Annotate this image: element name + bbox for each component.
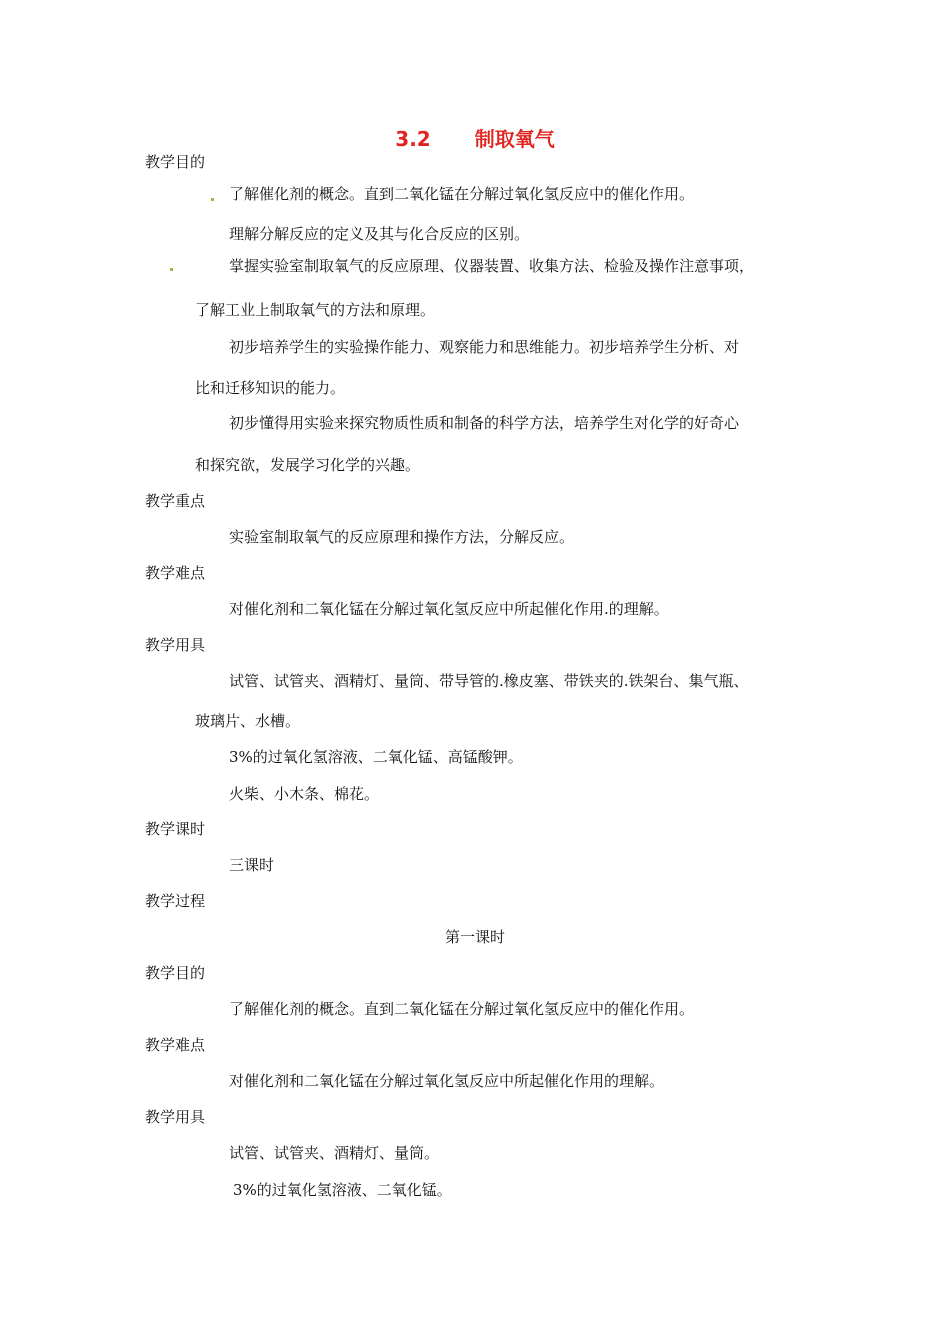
- document-title: [0, 126, 950, 152]
- paragraph-continuation: 和探究欲，发展学习化学的兴趣。: [195, 456, 421, 474]
- section-heading-materials: 教学用具: [145, 636, 206, 654]
- title-number: 3.2: [395, 127, 431, 151]
- paragraph: 对催化剂和二氧化锰在分解过氧化氢反应中所起催化作用.的理解。: [229, 600, 669, 618]
- bullet-dot: [211, 198, 214, 201]
- paragraph-continuation: 比和迁移知识的能力。: [195, 379, 346, 397]
- paragraph: 3%的过氧化氢溶液、二氧化锰、高锰酸钾。: [229, 748, 523, 766]
- paragraph: 掌握实验室制取氧气的反应原理、仪器装置、收集方法、检验及操作注意事项，: [229, 257, 755, 275]
- paragraph: 对催化剂和二氧化锰在分解过氧化氢反应中所起催化作用的理解。: [229, 1072, 665, 1090]
- paragraph: 了解催化剂的概念。直到二氧化锰在分解过氧化氢反应中的催化作用。: [229, 185, 695, 203]
- section-heading-objectives: 教学目的: [145, 964, 206, 982]
- section-heading-hours: 教学课时: [145, 820, 206, 838]
- section-heading-difficulties: 教学难点: [145, 564, 206, 582]
- paragraph: 实验室制取氧气的反应原理和操作方法，分解反应。: [229, 528, 575, 546]
- paragraph: 三课时: [229, 856, 275, 874]
- bullet-dot: [170, 268, 173, 271]
- title-text: 制取氧气: [474, 127, 555, 151]
- section-heading-key-points: 教学重点: [145, 492, 206, 510]
- paragraph-continuation: 了解工业上制取氧气的方法和原理。: [195, 301, 436, 319]
- paragraph-continuation: 玻璃片、水槽。: [195, 712, 301, 730]
- section-heading-objectives: 教学目的: [145, 153, 206, 171]
- section-heading-difficulties: 教学难点: [145, 1036, 206, 1054]
- section-heading-process: 教学过程: [145, 892, 206, 910]
- paragraph: 了解催化剂的概念。直到二氧化锰在分解过氧化氢反应中的催化作用。: [229, 1000, 695, 1018]
- paragraph: 3%的过氧化氢溶液、二氧化锰。: [233, 1181, 452, 1199]
- paragraph: 试管、试管夹、酒精灯、量筒、带导管的.橡皮塞、带铁夹的.铁架台、集气瓶、: [229, 672, 749, 690]
- section-heading-materials: 教学用具: [145, 1108, 206, 1126]
- paragraph: 初步懂得用实验来探究物质性质和制备的科学方法，培养学生对化学的好奇心: [229, 414, 740, 432]
- lesson-title: 第一课时: [444, 928, 505, 946]
- paragraph: 火柴、小木条、棉花。: [229, 785, 380, 803]
- paragraph: 初步培养学生的实验操作能力、观察能力和思维能力。初步培养学生分析、对: [229, 338, 740, 356]
- paragraph: 试管、试管夹、酒精灯、量筒。: [229, 1144, 440, 1162]
- paragraph: 理解分解反应的定义及其与化合反应的区别。: [229, 225, 530, 243]
